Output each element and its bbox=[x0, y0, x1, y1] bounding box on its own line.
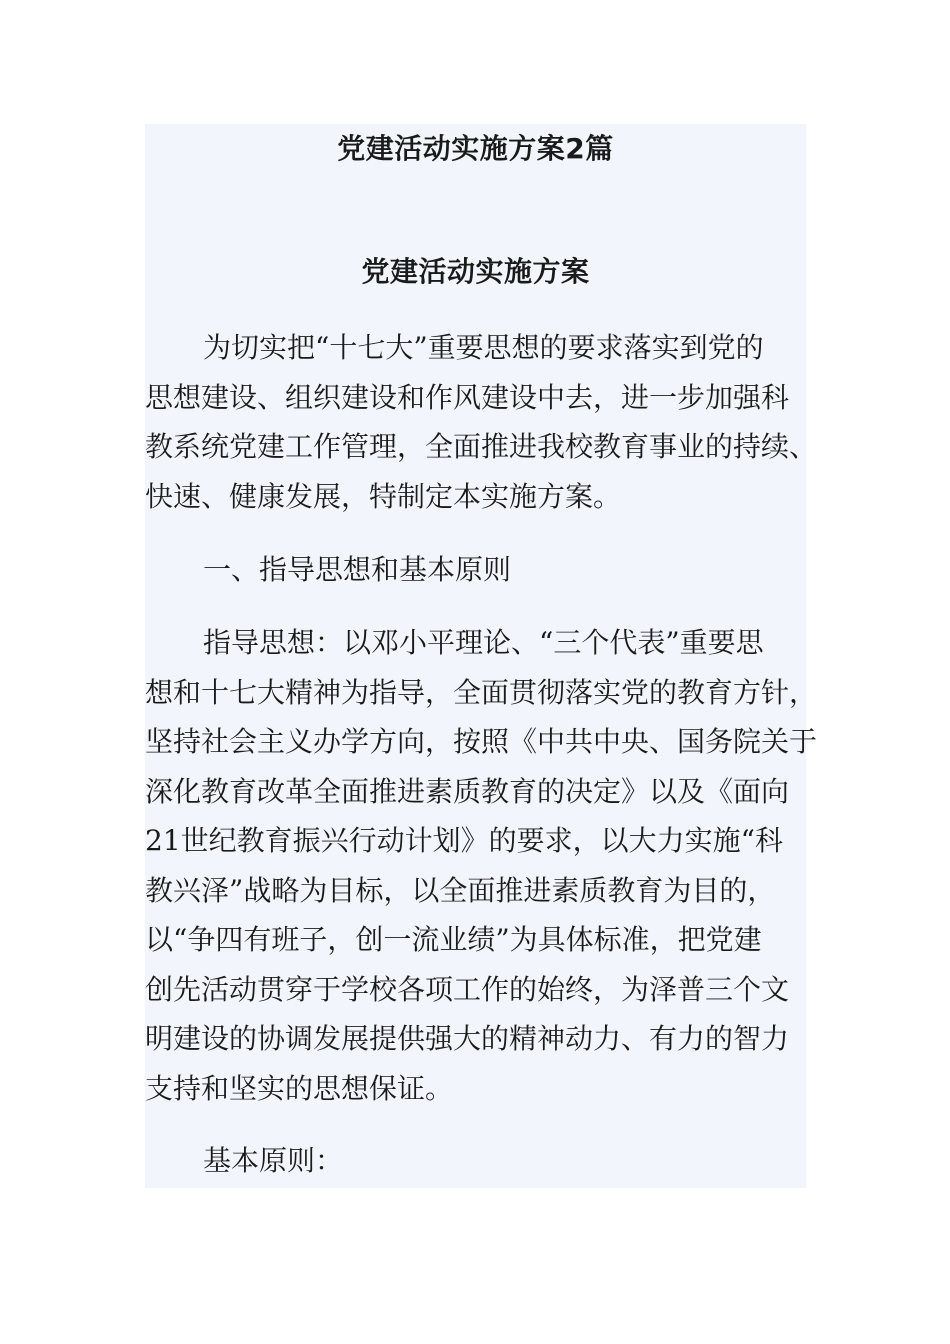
basic-principles-heading bbox=[145, 1136, 806, 1186]
paragraph-line: 深化教育改革全面推进素质教育的决定》以及《面向 bbox=[145, 774, 790, 808]
paragraph-line: 创先活动贯穿于学校各项工作的始终，为泽普三个文 bbox=[145, 972, 790, 1006]
paragraph-line: 21世纪教育振兴行动计划》的要求，以大力实施“科 bbox=[145, 824, 783, 857]
paragraph-line: 想和十七大精神为指导，全面贯彻落实党的教育方针， bbox=[145, 675, 818, 709]
paragraph-line: 快速、健康发展，特制定本实施方案。 bbox=[145, 479, 622, 513]
heading-line: 基本原则： bbox=[203, 1144, 344, 1177]
paragraph-line: 指导思想：以邓小平理论、“三个代表”重要思 bbox=[203, 626, 764, 659]
document-title: 党建活动实施方案2篇 bbox=[337, 132, 614, 165]
paragraph-line: 为切实把“十七大”重要思想的要求落实到党的 bbox=[203, 331, 764, 364]
paragraph-line: 支持和坚实的思想保证。 bbox=[145, 1071, 454, 1105]
section-title: 党建活动实施方案 bbox=[361, 255, 590, 288]
paragraph-line: 以“争四有班子，创一流业绩”为具体标准，把党建 bbox=[145, 923, 762, 956]
document-page bbox=[145, 124, 818, 1188]
paragraph-line: 教兴泽”战略为目标，以全面推进素质教育为目的， bbox=[145, 873, 776, 907]
paragraph-line: 坚持社会主义办学方向，按照《中共中央、国务院关于 bbox=[145, 725, 818, 758]
paragraph-line: 教系统党建工作管理，全面推进我校教育事业的持续、 bbox=[145, 430, 818, 463]
paragraph-line: 思想建设、组织建设和作风建设中去，进一步加强科 bbox=[145, 380, 790, 414]
paragraph-line: 明建设的协调发展提供强大的精神动力、有力的智力 bbox=[145, 1022, 790, 1055]
guiding-ideology-paragraph bbox=[145, 618, 818, 1113]
intro-paragraph bbox=[145, 323, 818, 521]
section-heading bbox=[145, 545, 806, 595]
heading-line: 一、指导思想和基本原则 bbox=[203, 553, 512, 586]
